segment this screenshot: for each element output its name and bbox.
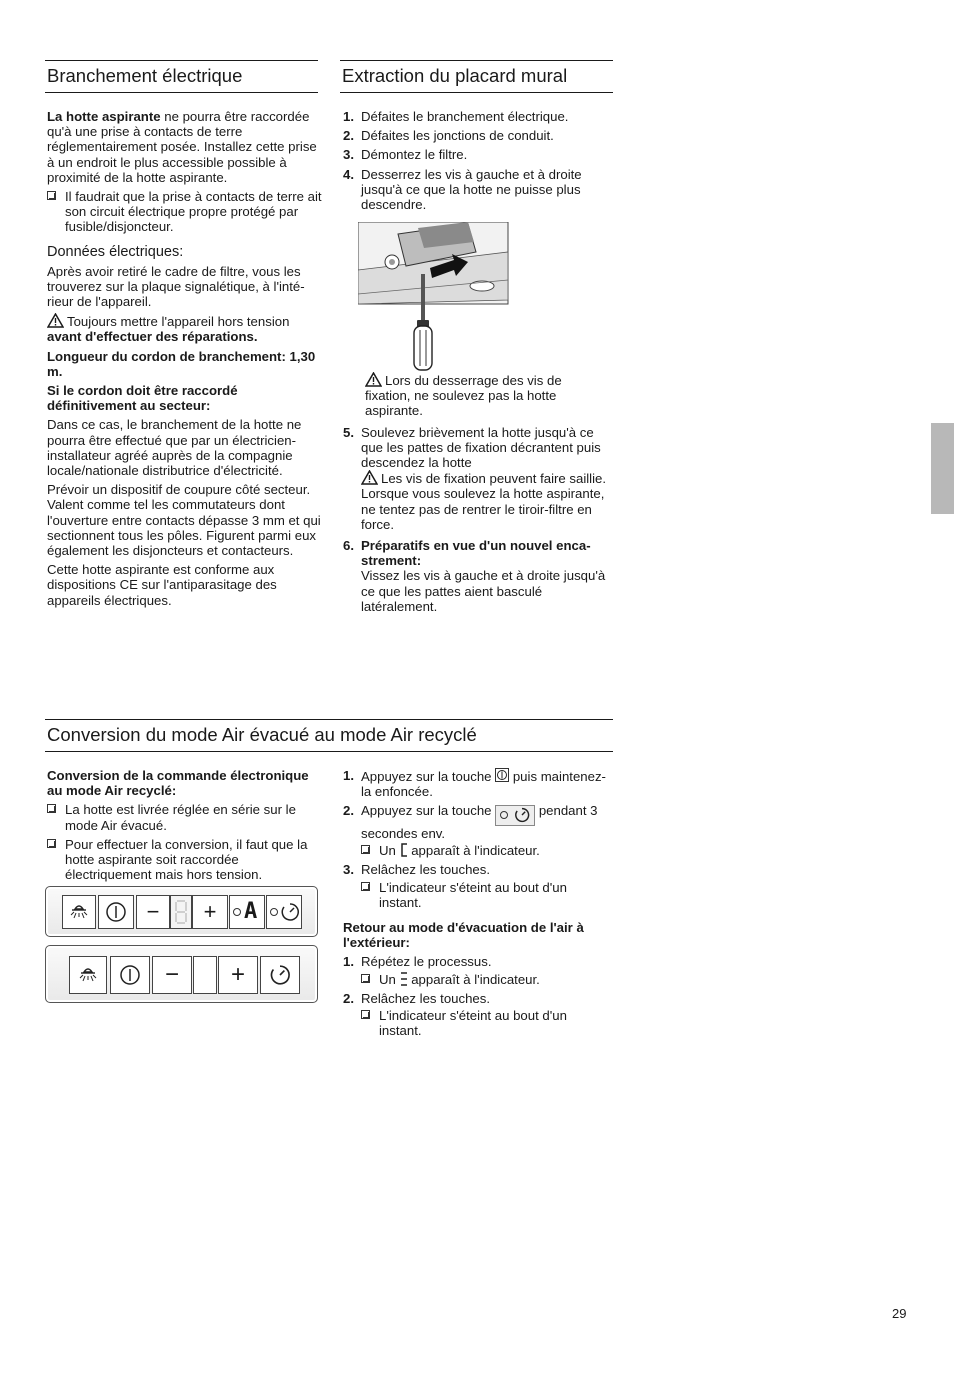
mode-display — [229, 895, 265, 929]
seven-segment-icon — [174, 899, 188, 925]
minus-button[interactable]: − — [152, 956, 192, 994]
list-item: 4. Desserrez les vis à gauche et à droite jusqu'à ce que la hotte ne puisse plus descendre. — [343, 166, 582, 213]
power-icon — [105, 901, 127, 923]
control-panel — [45, 945, 318, 1003]
checkbox-bullet-icon — [361, 845, 370, 854]
extraction-steps — [343, 109, 609, 212]
timer-key-inline — [495, 805, 535, 826]
conversion-right — [343, 768, 609, 1042]
list-item: Un apparaît à l'indicateur. — [361, 972, 609, 987]
conversion-left — [47, 768, 313, 886]
list-item: L'indicateur s'éteint au bout d'un instant. — [361, 880, 609, 910]
side-tab-marker — [931, 423, 954, 514]
checkbox-bullet-icon — [47, 839, 56, 848]
checkbox-bullet-icon — [361, 882, 370, 891]
timer-icon — [280, 902, 300, 922]
warning-icon — [365, 372, 382, 387]
intro-paragraph: La hotte aspirante ne pourra être raccordée qu'à une prise à contacts de terre réglementairement posée. Installez cette prise à un endroit le plus accessible possible à proximité de la hotte aspirante. — [47, 109, 317, 185]
list-item: Il faudrait que la prise à contacts de terre ait son circuit électrique propre protégé par fusible/disjoncteur. — [47, 189, 327, 235]
cord-if: Si le cordon doit être raccordé définitivement au secteur: — [47, 383, 238, 414]
section-title-branchement: Branchement électrique — [45, 60, 318, 93]
light-icon — [76, 964, 100, 986]
power-key-icon — [495, 768, 509, 782]
led-icon — [233, 908, 241, 916]
list-item: Pour effectuer la conversion, il faut que la hotte aspirante soit raccordée électriquement mais hors tension. — [47, 837, 313, 883]
return-subtitle: Retour au mode d'évacuation de l'air à l'extérieur: — [343, 919, 584, 951]
list-item: 2. Relâchez les touches. L'indicateur s'éteint au bout d'un instant. — [343, 991, 609, 1039]
branchement-body — [47, 109, 327, 612]
light-icon — [67, 901, 91, 923]
timer-icon — [514, 807, 530, 823]
power-button[interactable] — [98, 895, 134, 929]
paragraph: Après avoir retiré le cadre de filtre, vous les trouverez sur la plaque signalétique, à l'inté-rieur de l'appareil. — [47, 263, 305, 310]
plus-button[interactable]: + — [192, 895, 228, 929]
section-title-conversion: Conversion du mode Air évacué au mode Air recyclé — [45, 719, 613, 752]
warning-icon — [361, 470, 378, 485]
paragraph: Cette hotte aspirante est conforme aux dispositions CE sur l'antiparasitage des appareils électriques. — [47, 562, 277, 608]
display-window — [170, 895, 192, 929]
checkbox-bullet-icon — [47, 804, 56, 813]
power-icon — [119, 964, 141, 986]
mode-char: A — [244, 899, 258, 925]
checkbox-bullet-icon — [47, 191, 56, 200]
screwdriver-illustration — [358, 222, 510, 372]
timer-button[interactable] — [260, 956, 300, 994]
list-item: 5. Soulevez brièvement la hotte jusqu'à ce que les pattes de fixation décrantent puis descendez la hotte Les vis de fixation peuvent faire saillie. Lorsque vous soulevez la hotte aspirante, ne tentez pas de rentrer le tiroir-filtre en force. — [343, 424, 607, 532]
list-item: 6. Préparatifs en vue d'un nouvel enca-strement: Vissez les vis à gauche et à droite jusqu'à ce que les pattes aient basculé latéralement. — [343, 538, 606, 614]
paragraph: Dans ce cas, le branchement de la hotte ne pourra être effectué que par un électricien-installateur agréé auprès de la compagnie locale/nationale distributrice d'électricité. — [47, 417, 302, 479]
warning-paragraph: Lors du desserrage des vis de fixation, ne soulevez pas la hotte aspirante. — [365, 373, 562, 419]
display-c-icon — [400, 843, 408, 857]
subtitle-donnees: Données électriques: — [47, 243, 184, 260]
conversion-subtitle: Conversion de la commande électronique au mode Air recyclé: — [47, 768, 309, 799]
list-item: La hotte est livrée réglée en série sur le mode Air évacué. — [47, 802, 313, 832]
plus-button[interactable]: + — [218, 956, 258, 994]
power-button[interactable] — [110, 956, 150, 994]
display-e-icon — [400, 972, 408, 986]
list-item: 1. Répétez le processus. Un apparaît à l'indicateur. — [343, 954, 609, 986]
list-item: 1. Appuyez sur la touche puis maintenez-la enfoncée. — [343, 768, 606, 800]
light-button[interactable] — [62, 895, 96, 929]
section-title-extraction: Extraction du placard mural — [340, 60, 613, 93]
checkbox-bullet-icon — [361, 1010, 370, 1019]
control-panel-with-display — [45, 886, 318, 937]
list-item: L'indicateur s'éteint au bout d'un instant. — [361, 1008, 609, 1038]
checkbox-bullet-icon — [361, 974, 370, 983]
warning-icon — [47, 313, 64, 328]
led-icon — [270, 908, 278, 916]
blank-display — [193, 956, 217, 994]
list-item: 2. Appuyez sur la touche pendant 3 secondes env. Un apparaît à l'indicateur. — [343, 803, 609, 858]
extraction-body — [343, 109, 609, 216]
list-item: Un apparaît à l'indicateur. — [361, 843, 609, 858]
paragraph: Prévoir un dispositif de coupure côté secteur. Valent comme tel les commutateurs dont l'ouverture entre contacts dépasse 3 mm et qui sectionnent tous les pôles. Figurent parmi eux également les disjoncteurs et contacteurs. — [47, 482, 321, 559]
page-number: 29 — [892, 1306, 907, 1321]
timer-icon — [269, 964, 291, 986]
list-item: 3. Démontez le filtre. — [343, 147, 468, 163]
minus-button[interactable]: − — [136, 895, 170, 929]
led-icon — [500, 811, 508, 819]
list-item: 1. Défaites le branchement électrique. — [343, 109, 569, 124]
cord-length: Longueur du cordon de branchement: 1,30 m. — [47, 348, 316, 379]
list-item: 2. Défaites les jonctions de conduit. — [343, 128, 554, 144]
light-button[interactable] — [69, 956, 107, 994]
extraction-body-2 — [343, 372, 609, 618]
list-item: 3. Relâchez les touches. L'indicateur s'éteint au bout d'un instant. — [343, 862, 609, 910]
timer-button[interactable] — [266, 895, 302, 929]
warning-paragraph: Toujours mettre l'appareil hors tension avant d'effectuer des réparations. — [47, 314, 290, 345]
